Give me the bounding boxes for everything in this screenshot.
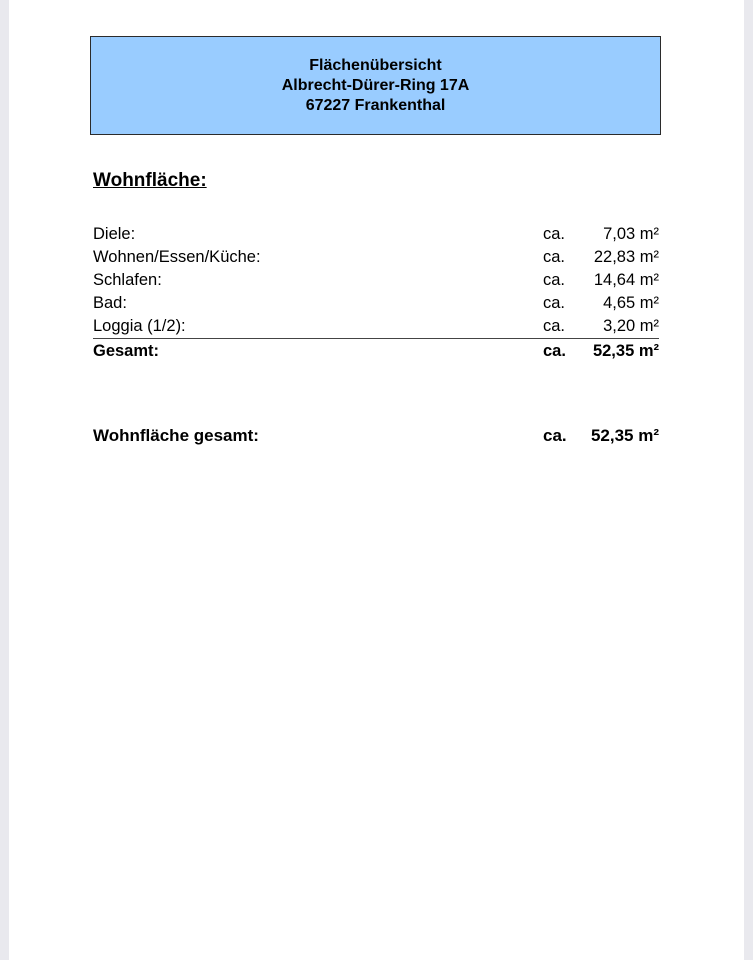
row-label: Schlafen: (93, 271, 162, 289)
header-box (90, 36, 661, 135)
header-title: Flächenübersicht (309, 56, 442, 74)
row-ca: ca. (543, 248, 566, 266)
table-row (93, 315, 659, 338)
summary-value: 52,35 m² (590, 426, 659, 445)
row-value: 14,64 m² (593, 271, 659, 289)
row-value: 7,03 m² (603, 225, 659, 243)
row-label: Diele: (93, 225, 136, 243)
row-value: 4,65 m² (603, 294, 659, 312)
table-row (93, 223, 659, 246)
area-table (93, 223, 659, 363)
row-ca: ca. (543, 294, 566, 312)
section-title: Wohnfläche: (93, 170, 207, 191)
header-address-city: 67227 Frankenthal (305, 96, 446, 114)
summary-row (93, 424, 659, 448)
total-ca: ca. (543, 342, 566, 360)
row-value: 3,20 m² (603, 317, 659, 335)
header-address-street: Albrecht-Dürer-Ring 17A (281, 76, 470, 94)
total-row (93, 338, 659, 363)
row-ca: ca. (543, 271, 566, 289)
summary-label: Wohnfläche gesamt: (93, 426, 259, 445)
row-ca: ca. (543, 317, 566, 335)
table-row (93, 292, 659, 315)
document-page (9, 0, 744, 960)
total-value: 52,35 m² (592, 342, 659, 360)
table-row (93, 246, 659, 269)
summary-ca: ca. (543, 426, 567, 445)
row-label: Loggia (1/2): (93, 317, 186, 335)
row-label: Wohnen/Essen/Küche: (93, 248, 261, 266)
row-value: 22,83 m² (593, 248, 659, 266)
row-ca: ca. (543, 225, 566, 243)
row-label: Bad: (93, 294, 127, 312)
total-label: Gesamt: (93, 342, 160, 360)
table-row (93, 269, 659, 292)
